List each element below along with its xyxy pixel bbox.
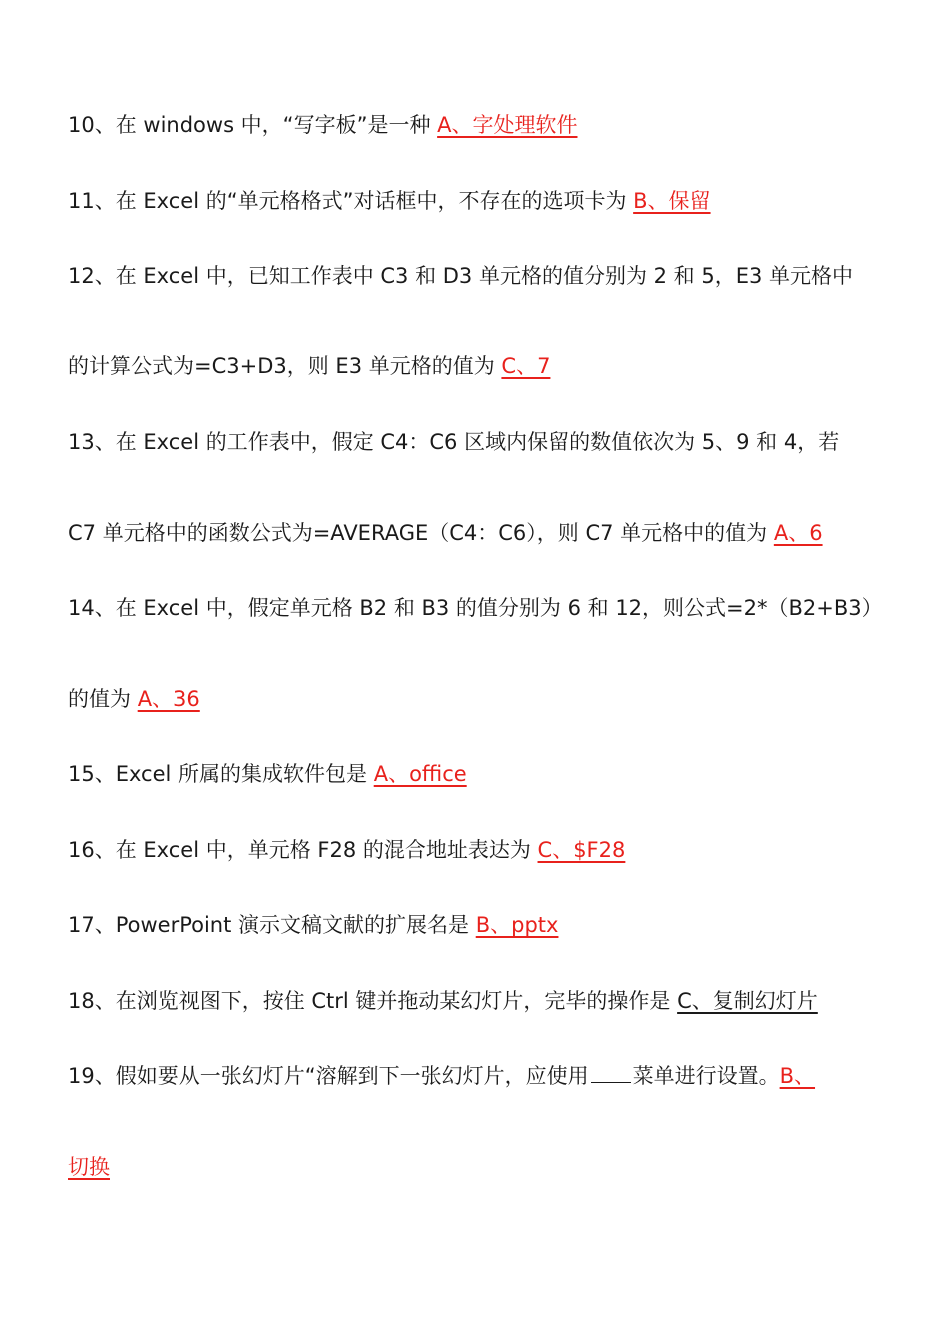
question-10 <box>68 110 898 140</box>
question-13-text-1: 13、在 Excel 的工作表中，假定 C4：C6 区域内保留的数值依次为 5、9 和 4，若 <box>68 430 840 454</box>
question-10-answer: A、字处理软件 <box>437 113 578 137</box>
question-13-line-1 <box>68 427 898 457</box>
question-14-line-2 <box>68 684 898 714</box>
question-18-text: 18、在浏览视图下，按住 Ctrl 键并拖动某幻灯片，完毕的操作是 <box>68 989 678 1013</box>
question-16 <box>68 835 898 865</box>
question-11-answer: B、保留 <box>633 189 711 213</box>
question-11 <box>68 186 898 216</box>
question-14-answer: A、36 <box>137 687 200 711</box>
answer-blank <box>591 1062 631 1083</box>
question-15 <box>68 759 898 789</box>
question-15-answer: A、office <box>373 762 467 786</box>
question-14-line-1 <box>68 593 898 623</box>
question-13-text-2: C7 单元格中的函数公式为=AVERAGE（C4：C6），则 C7 单元格中的值为 <box>68 521 774 545</box>
question-12-answer: C、7 <box>501 354 551 378</box>
question-19-line-1 <box>68 1061 898 1091</box>
question-17-answer: B、pptx <box>475 913 559 937</box>
question-13-answer: A、6 <box>773 521 823 545</box>
question-13-line-2 <box>68 518 898 548</box>
question-14-text-2: 的值为 <box>68 687 138 711</box>
question-19-answer-part-1: B、 <box>779 1064 816 1088</box>
question-18 <box>68 986 898 1016</box>
question-12-text-2: 的计算公式为=C3+D3，则 E3 单元格的值为 <box>68 354 502 378</box>
question-17 <box>68 910 898 940</box>
question-17-text: 17、PowerPoint 演示文稿文献的扩展名是 <box>68 913 476 937</box>
question-14-text-1: 14、在 Excel 中，假定单元格 B2 和 B3 的值分别为 6 和 12，则公式=2*（B2+B3） <box>68 596 883 620</box>
question-19-line-2 <box>68 1152 898 1182</box>
question-11-text: 11、在 Excel 的“单元格格式”对话框中，不存在的选项卡为 <box>68 189 634 213</box>
question-16-answer: C、$F28 <box>537 838 626 862</box>
question-15-text: 15、Excel 所属的集成软件包是 <box>68 762 374 786</box>
question-12-text-1: 12、在 Excel 中，已知工作表中 C3 和 D3 单元格的值分别为 2 和 5，E3 单元格中 <box>68 264 854 288</box>
question-10-text: 10、在 windows 中，“写字板”是一种 <box>68 113 438 137</box>
question-19-text-before: 19、假如要从一张幻灯片“溶解到下一张幻灯片，应使用 <box>68 1064 589 1088</box>
question-12-line-1 <box>68 261 898 291</box>
question-19-answer-part-2: 切换 <box>68 1155 110 1179</box>
question-16-text: 16、在 Excel 中，单元格 F28 的混合地址表达为 <box>68 838 538 862</box>
question-18-answer: C、复制幻灯片 <box>677 989 818 1013</box>
question-12-line-2 <box>68 351 898 381</box>
question-19-text-after: 菜单进行设置。 <box>632 1064 780 1088</box>
